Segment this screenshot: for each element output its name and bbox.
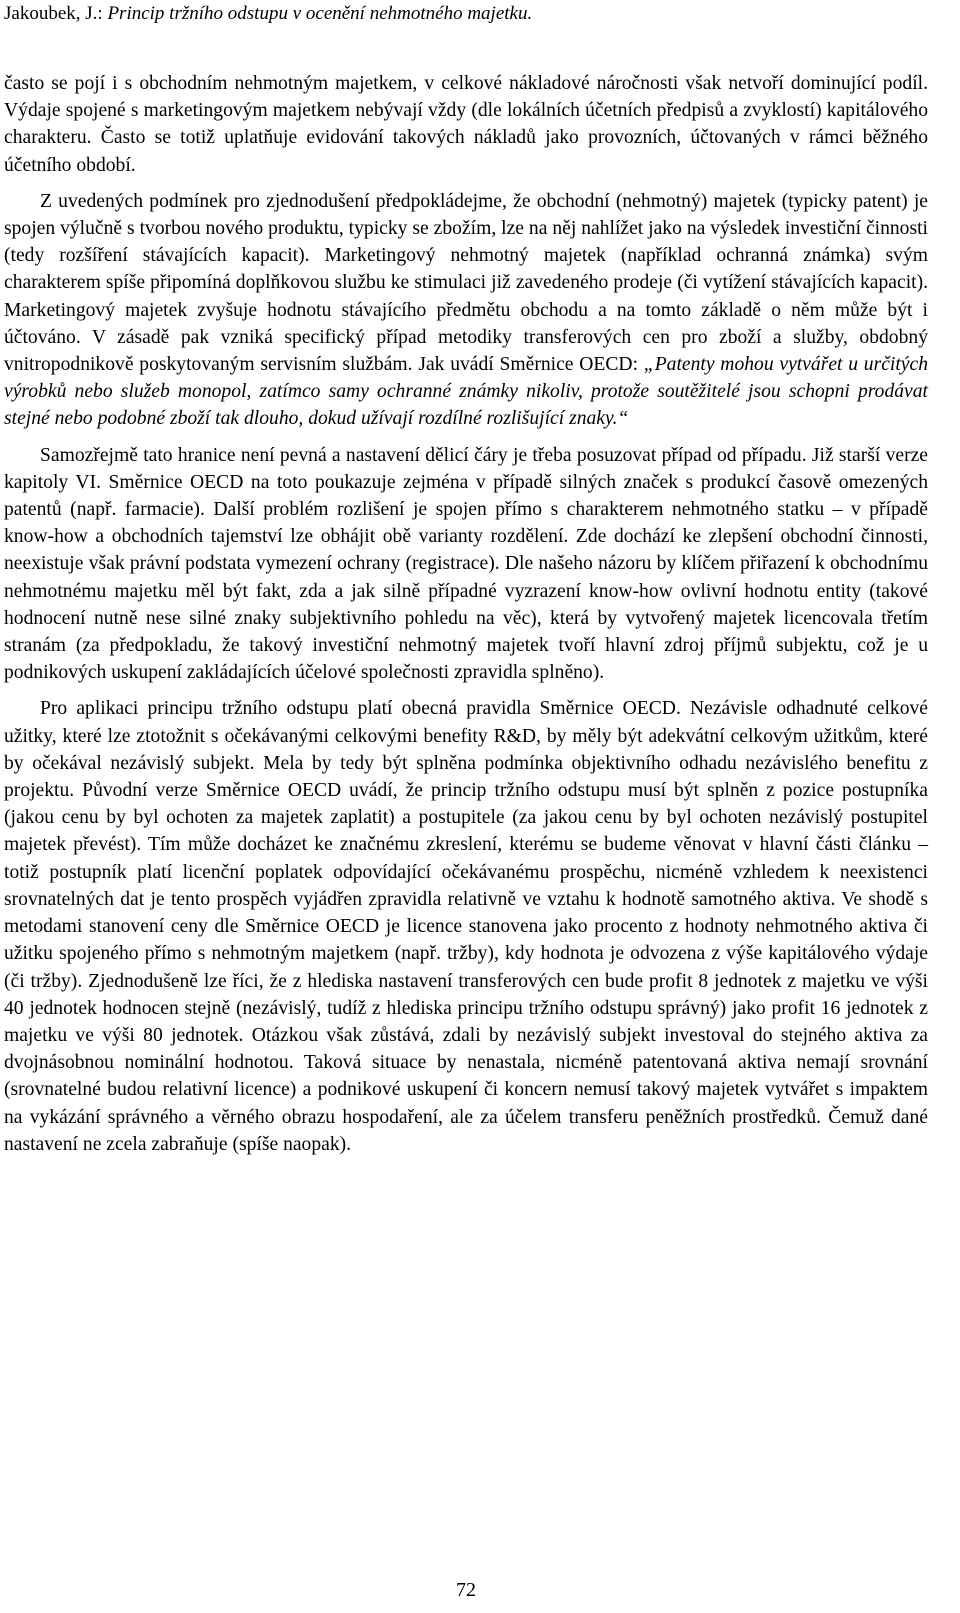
body-text (4, 70, 928, 1158)
paragraph-2 (4, 188, 928, 433)
running-header (4, 2, 532, 26)
header-author: Jakoubek, J.: (4, 3, 103, 24)
paragraph-2-text: Z uvedených podmínek pro zjednodušení předpokládejme, že obchodní (nehmotný) majetek (typicky patent) je spojen výlučně s tvorbou nového produktu, typicky se zbožím, lze na něj nahlížet jako na výsledek investiční činnosti (tedy rozšíření stávajících kapacit). Marketingový nehmotný majetek (například ochranná známka) svým charakterem spíše připomíná doplňkovou službu ke stimulaci již zavedeného prodeje (či vytížení stávajících kapacit). Marketingový majetek zvyšuje hodnotu stávajícího předmětu obchodu a na tomto základě o něm může být i účtováno. V zásadě pak vzniká specifický případ metodiky transferových cen pro zboží a služby, obdobný vnitropodnikově poskytovaným servisním službám. Jak uvádí Směrnice OECD: (4, 190, 928, 376)
paragraph-4: Pro aplikaci principu tržního odstupu platí obecná pravidla Směrnice OECD. Nezávisle odhadnuté celkové užitky, které lze ztotožnit s očekávanými celkovými benefity R&D, by měly být adekvátní celkovým užitkům, které by očekával nezávislý subjekt. Mela by tedy být splněna podmínka objektivního odhadu nezávislého benefitu z projektu. Původní verze Směrnice OECD uvádí, že princip tržního odstupu musí být splněn z pozice postupníka (jakou cenu by byl ochoten za majetek zaplatit) a postupitele (za jakou cenu by byl ochoten nezávislý postupitel majetek převést). Tím může docházet ke značnému zkreslení, kterému se budeme věnovat v hlavní části článku – totiž postupník platí licenční poplatek odpovídající očekávanému prospěchu, nicméně vzhledem k neexistenci srovnatelných dat je tento prospěch vyjádřen zpravidla relativně ve vztahu k hodnotě samotného aktiva. Ve shodě s metodami stanovení ceny dle Směrnice OECD je licence stanovena jako procento z hodnoty nehmotného aktiva či užitku spojeného přímo s nehmotným majetkem (např. tržby), kdy hodnota je odvozena z výše kapitálového výdaje (či tržby). Zjednodušeně lze říci, že z hlediska nastavení transferových cen bude profit 8 jednotek z majetku ve výši 40 jednotek hodnocen stejně (nezávislý, tudíž z hlediska principu tržního odstupu správný) jako profit 16 jednotek z majetku ve výši 80 jednotek. Otázkou však zůstává, zdali by nezávislý subjekt investoval do stejného aktiva za dvojnásobnou nominální hodnotou. Taková situace by nenastala, nicméně patentovaná aktiva nemají srovnání (srovnatelné budou relativní licence) a podnikové uskupení či koncern nemusí takový majetek vytvářet s impaktem na vykázání správného a věrného obrazu hospodaření, ale za účelem transferu peněžních prostředků. Čemuž dané nastavení ne zcela zabraňuje (spíše naopak). (4, 698, 928, 1155)
paragraph-3: Samozřejmě tato hranice není pevná a nastavení dělicí čáry je třeba posuzovat případ od případu. Již starší verze kapitoly VI. Směrnice OECD na toto poukazuje zejména v případě silných značek s produkcí časově omezených patentů (např. farmacie). Další problém rozlišení je spojen přímo s charakterem nehmotného statku – v případě know-how a obchodních tajemství lze obhájit obě varianty rozdělení. Zde dochází ke zlepšení obchodní činnosti, neexistuje však právní podstata vymezení ochrany (registrace). Dle našeho názoru by klíčem přiřazení k obchodnímu nehmotnému majetku měl být fakt, zda a jak silně případné vyzrazení know-how ovlivní hodnotu entity (takové hodnocení nutně nese silné znaky subjektivního pohledu na věc), která by vytvořený majetek licencovala třetím stranám (za předpokladu, že takový investiční nehmotný majetek tvoří hlavní zdroj příjmů subjektu, což je u podnikových uskupení zakládajících účelové společnosti zpravidla splněno). (4, 444, 928, 684)
header-title: Princip tržního odstupu v ocenění nehmotného majetku. (107, 3, 533, 24)
oecd-quote: „Patenty mohou vytvářet u určitých výrobků nebo služeb monopol, zatímco samy ochranné známky nikoliv, protože soutěžitelé jsou schopni prodávat stejné nebo podobné zboží tak dlouho, dokud užívají rozdílné rozlišující znaky.“ (4, 354, 929, 430)
page-number: 72 (456, 1579, 476, 1601)
paragraph-1: často se pojí i s obchodním nehmotným majetkem, v celkové nákladové náročnosti však netvoří dominující podíl. Výdaje spojené s marketingovým majetkem nebývají vždy (dle lokálních účetních předpisů a zvyklostí) kapitálového charakteru. Často se totiž uplatňuje evidování takových nákladů jako provozních, účtovaných v rámci běžného účetního období. (4, 73, 928, 176)
